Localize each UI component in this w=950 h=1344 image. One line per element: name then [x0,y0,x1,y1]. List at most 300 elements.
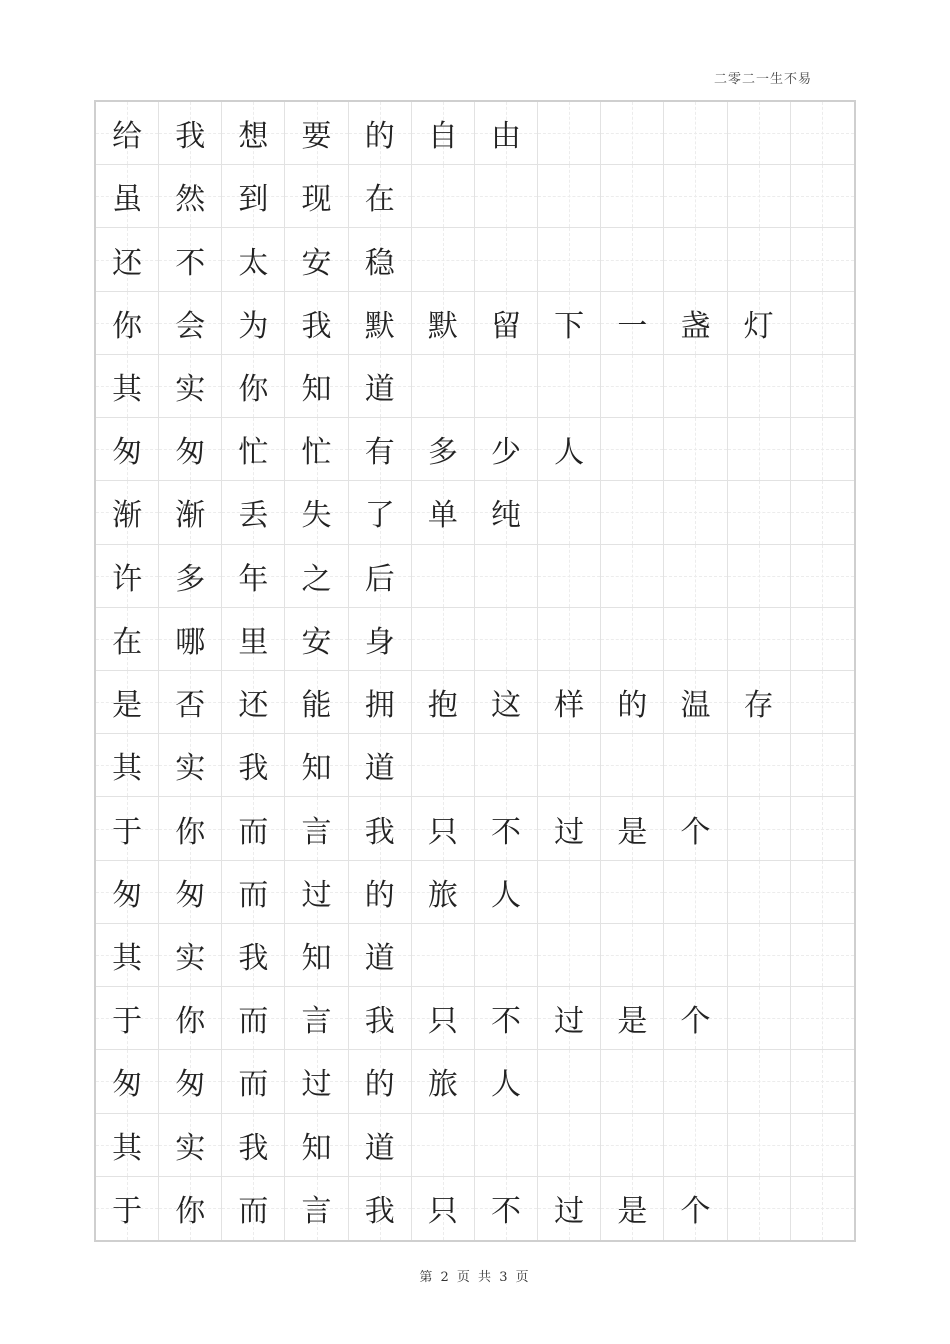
character: 言 [301,814,332,850]
grid-cell [412,292,475,355]
grid-cell [791,102,854,165]
character: 知 [301,1130,332,1166]
grid-cell [728,987,791,1050]
grid-row [96,292,854,355]
grid-cell [538,987,601,1050]
grid-cell [728,671,791,734]
grid-cell [728,861,791,924]
grid-cell [349,545,412,608]
grid-row [96,418,854,481]
grid-cell [664,481,727,544]
grid-cell [96,481,159,544]
character: 过 [554,1004,585,1040]
character: 为 [238,308,269,344]
grid-cell [664,987,727,1050]
grid-cell [728,924,791,987]
grid-cell [159,861,222,924]
character: 你 [175,814,206,850]
grid-row [96,734,854,797]
grid-cell [728,102,791,165]
grid-cell [475,987,538,1050]
grid-cell [601,987,664,1050]
grid-cell [412,1114,475,1177]
grid-cell [664,608,727,671]
grid-cell [222,671,285,734]
character: 匆 [112,1067,143,1103]
character: 只 [427,1194,458,1230]
grid-cell [538,418,601,481]
character: 旅 [427,877,458,913]
grid-cell [538,292,601,355]
character: 之 [301,561,332,597]
character: 渐 [112,498,143,534]
character: 道 [364,1130,395,1166]
grid-cell [96,1114,159,1177]
grid-cell [538,1114,601,1177]
character: 知 [301,751,332,787]
grid-cell [412,102,475,165]
character: 而 [238,877,269,913]
grid-cell [222,924,285,987]
grid-cell [791,734,854,797]
character: 道 [364,751,395,787]
grid-cell [538,481,601,544]
grid-cell [159,481,222,544]
grid-row [96,1177,854,1240]
character: 其 [112,940,143,976]
grid-cell [412,987,475,1050]
grid-cell [791,1177,854,1240]
grid-cell [222,608,285,671]
grid-cell [285,1050,348,1113]
character: 而 [238,1194,269,1230]
grid-cell [791,608,854,671]
character: 我 [364,1194,395,1230]
character: 于 [112,814,143,850]
grid-cell [349,355,412,418]
grid-cell [285,608,348,671]
grid-cell [222,734,285,797]
character: 身 [364,624,395,660]
grid-cell [601,1177,664,1240]
grid-cell [96,861,159,924]
character: 而 [238,1004,269,1040]
character: 我 [238,1130,269,1166]
character: 其 [112,1130,143,1166]
grid-cell [159,797,222,860]
character: 匆 [112,435,143,471]
grid-cell [728,418,791,481]
grid-cell [412,545,475,608]
character: 知 [301,371,332,407]
grid-cell [791,418,854,481]
grid-cell [664,1114,727,1177]
grid-cell [285,987,348,1050]
character: 其 [112,371,143,407]
character: 我 [238,940,269,976]
grid-cell [728,1177,791,1240]
character: 多 [175,561,206,597]
character: 而 [238,814,269,850]
grid-cell [475,355,538,418]
grid-cell [601,734,664,797]
character: 不 [491,814,522,850]
grid-cell [412,734,475,797]
character: 要 [301,119,332,155]
grid-row [96,1114,854,1177]
grid-cell [349,481,412,544]
character: 是 [617,1194,648,1230]
grid-cell [412,418,475,481]
character: 知 [301,940,332,976]
grid-cell [601,292,664,355]
grid-cell [285,671,348,734]
character: 了 [364,498,395,534]
grid-cell [96,102,159,165]
character: 我 [175,119,206,155]
grid-row [96,355,854,418]
character: 盏 [680,308,711,344]
grid-cell [728,355,791,418]
grid-cell [664,861,727,924]
grid-cell [349,734,412,797]
grid-row [96,987,854,1050]
character: 安 [301,245,332,281]
grid-cell [96,545,159,608]
grid-cell [728,545,791,608]
grid-cell [222,355,285,418]
character: 个 [680,814,711,850]
grid-cell [96,987,159,1050]
character: 灯 [743,308,774,344]
grid-cell [538,1050,601,1113]
grid-cell [475,228,538,291]
grid-cell [159,1050,222,1113]
grid-cell [412,608,475,671]
character: 许 [112,561,143,597]
grid-cell [538,924,601,987]
grid-cell [728,165,791,228]
character: 现 [301,182,332,218]
character: 过 [554,814,585,850]
character: 年 [238,561,269,597]
grid-cell [475,924,538,987]
grid-cell [791,797,854,860]
grid-cell [538,1177,601,1240]
character: 匆 [112,877,143,913]
grid-cell [664,228,727,291]
grid-cell [349,987,412,1050]
grid-cell [791,987,854,1050]
grid-cell [601,102,664,165]
character: 我 [301,308,332,344]
character: 旅 [427,1067,458,1103]
grid-cell [475,545,538,608]
grid-cell [601,861,664,924]
grid-cell [349,608,412,671]
character: 而 [238,1067,269,1103]
grid-cell [222,228,285,291]
grid-cell [222,292,285,355]
character: 人 [491,1067,522,1103]
character: 存 [743,688,774,724]
grid-cell [475,481,538,544]
character: 多 [427,435,458,471]
grid-cell [475,861,538,924]
grid-cell [96,228,159,291]
grid-cell [728,481,791,544]
grid-cell [664,1177,727,1240]
grid-cell [285,292,348,355]
grid-cell [412,671,475,734]
character: 不 [491,1194,522,1230]
character: 于 [112,1004,143,1040]
grid-cell [285,228,348,291]
grid-row [96,797,854,860]
character: 安 [301,624,332,660]
character: 言 [301,1194,332,1230]
grid-cell [412,165,475,228]
character: 单 [427,498,458,534]
grid-cell [159,924,222,987]
grid-cell [285,734,348,797]
grid-cell [412,1177,475,1240]
grid-cell [96,797,159,860]
character: 后 [364,561,395,597]
character: 的 [364,877,395,913]
grid-cell [664,924,727,987]
grid-cell [601,924,664,987]
grid-cell [475,165,538,228]
character: 给 [112,119,143,155]
character: 过 [554,1194,585,1230]
character: 丢 [238,498,269,534]
grid-cell [159,1177,222,1240]
grid-cell [349,1177,412,1240]
character: 默 [364,308,395,344]
grid-cell [412,1050,475,1113]
character: 的 [364,119,395,155]
grid-cell [791,545,854,608]
grid-cell [538,355,601,418]
grid-cell [728,1050,791,1113]
grid-cell [285,355,348,418]
grid-cell [412,797,475,860]
grid-row [96,228,854,291]
grid-cell [538,734,601,797]
character: 失 [301,498,332,534]
grid-cell [159,355,222,418]
grid-cell [475,418,538,481]
grid-cell [96,671,159,734]
grid-cell [349,418,412,481]
character: 匆 [175,435,206,471]
character: 否 [175,688,206,724]
grid-cell [222,102,285,165]
character: 这 [491,688,522,724]
character: 哪 [175,624,206,660]
grid-cell [538,671,601,734]
grid-cell [349,102,412,165]
grid-cell [285,418,348,481]
character: 是 [617,814,648,850]
character: 太 [238,245,269,281]
grid-cell [96,355,159,418]
character: 不 [491,1004,522,1040]
grid-cell [96,608,159,671]
grid-cell [159,545,222,608]
character: 实 [175,1130,206,1166]
grid-cell [791,292,854,355]
character: 只 [427,814,458,850]
grid-cell [96,1177,159,1240]
grid-cell [349,1114,412,1177]
character: 忙 [238,435,269,471]
grid-cell [349,924,412,987]
character: 我 [238,751,269,787]
grid-cell [728,292,791,355]
character: 在 [364,182,395,218]
grid-cell [222,1050,285,1113]
grid-cell [601,671,664,734]
grid-cell [222,481,285,544]
grid-cell [159,734,222,797]
character: 道 [364,371,395,407]
grid-cell [412,924,475,987]
grid-body [96,102,854,1240]
grid-cell [285,545,348,608]
character: 温 [680,688,711,724]
character: 你 [238,371,269,407]
grid-cell [349,1050,412,1113]
grid-row [96,545,854,608]
character: 有 [364,435,395,471]
grid-cell [222,418,285,481]
grid-cell [96,734,159,797]
character: 个 [680,1004,711,1040]
character: 不 [175,245,206,281]
grid-cell [475,1177,538,1240]
character: 会 [175,308,206,344]
grid-cell [349,671,412,734]
grid-cell [664,165,727,228]
grid-cell [728,797,791,860]
grid-cell [601,165,664,228]
character: 于 [112,1194,143,1230]
grid-cell [475,1050,538,1113]
character: 你 [175,1004,206,1040]
character: 个 [680,1194,711,1230]
grid-cell [285,102,348,165]
character: 言 [301,1004,332,1040]
grid-cell [475,608,538,671]
character: 虽 [112,182,143,218]
character: 纯 [491,498,522,534]
grid-row [96,671,854,734]
grid-cell [285,1177,348,1240]
grid-cell [664,1050,727,1113]
grid-cell [791,1050,854,1113]
character: 的 [617,688,648,724]
grid-cell [159,102,222,165]
character: 由 [491,119,522,155]
grid-cell [601,228,664,291]
grid-cell [222,797,285,860]
grid-cell [159,608,222,671]
grid-cell [285,924,348,987]
grid-cell [475,102,538,165]
page-number: 第 2 页 共 3 页 [419,1270,531,1285]
grid-cell [475,671,538,734]
grid-cell [538,797,601,860]
grid-cell [791,861,854,924]
grid-cell [159,228,222,291]
grid-cell [96,418,159,481]
grid-cell [349,165,412,228]
grid-cell [601,797,664,860]
character: 人 [491,877,522,913]
character: 是 [112,688,143,724]
grid-row [96,481,854,544]
character: 匆 [175,1067,206,1103]
character: 匆 [175,877,206,913]
character: 其 [112,751,143,787]
grid-cell [475,292,538,355]
grid-cell [728,1114,791,1177]
header-note: 二零二一生不易 [713,72,812,87]
grid-cell [538,165,601,228]
grid-row [96,102,854,165]
character: 实 [175,751,206,787]
grid-row [96,924,854,987]
grid-cell [601,355,664,418]
grid-cell [159,292,222,355]
character: 然 [175,182,206,218]
grid-cell [728,734,791,797]
character: 是 [617,1004,648,1040]
grid-cell [791,481,854,544]
grid-cell [96,924,159,987]
grid-cell [791,165,854,228]
grid-cell [222,1114,285,1177]
grid-cell [285,165,348,228]
grid-cell [222,987,285,1050]
grid-cell [475,734,538,797]
grid-cell [601,608,664,671]
grid-cell [222,1177,285,1240]
grid-cell [159,1114,222,1177]
grid-cell [601,1050,664,1113]
grid-cell [664,102,727,165]
grid-cell [538,861,601,924]
grid-cell [222,165,285,228]
character: 过 [301,1067,332,1103]
grid-cell [791,228,854,291]
character: 少 [491,435,522,471]
grid-cell [728,608,791,671]
character: 我 [364,1004,395,1040]
grid-cell [664,355,727,418]
grid-cell [601,545,664,608]
grid-cell [664,797,727,860]
grid-cell [475,1114,538,1177]
grid-cell [601,481,664,544]
grid-cell [96,292,159,355]
grid-row [96,608,854,671]
grid-cell [791,1114,854,1177]
grid-row [96,165,854,228]
practice-grid [94,100,856,1242]
